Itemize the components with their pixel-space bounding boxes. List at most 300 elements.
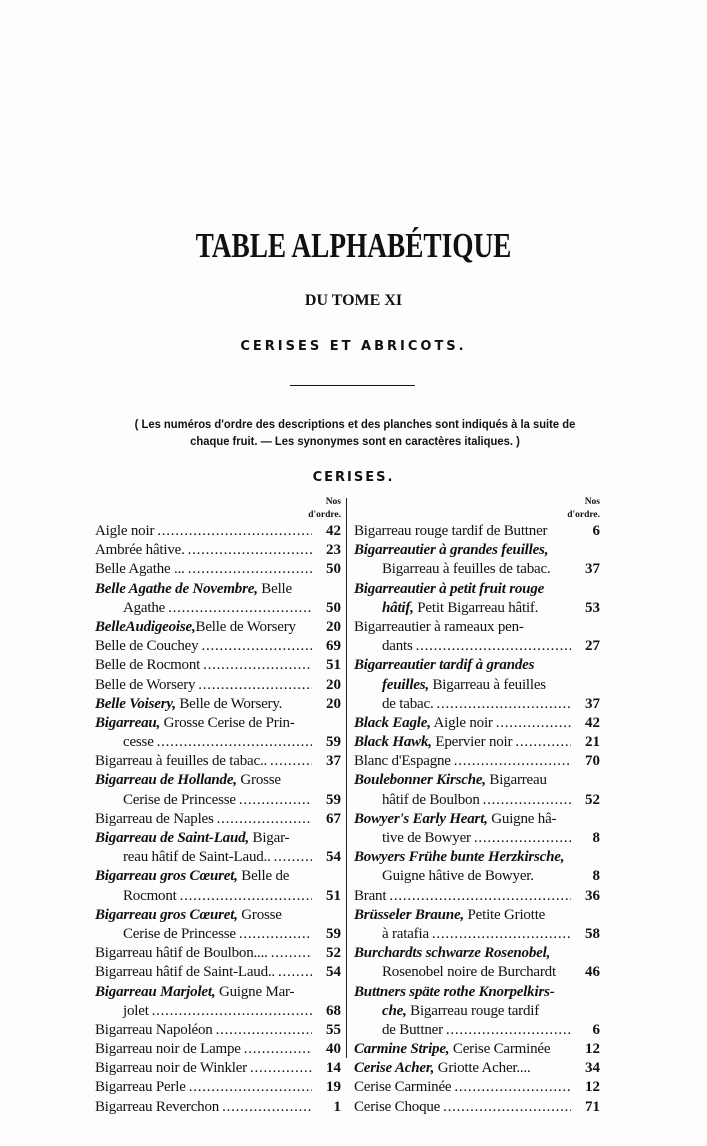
entry-text — [382, 829, 471, 848]
index-entry-line — [354, 695, 600, 714]
entry-text — [95, 656, 200, 675]
index-entry-line — [354, 963, 600, 982]
entry-name: Rocmont — [123, 887, 177, 904]
entry-text — [354, 714, 493, 733]
synonym-italic: Buttners späte rothe Knorpelkirs- — [354, 983, 555, 1000]
entry-text — [382, 560, 551, 579]
entry-name: Cerise de Princesse — [123, 791, 236, 808]
index-entry-line — [354, 676, 600, 695]
entry-name: Bigarreau Perle — [95, 1079, 186, 1096]
entry-name: Bigarreau rouge tardif — [406, 1002, 540, 1019]
order-number: 37 — [326, 753, 341, 770]
entry-text — [382, 599, 538, 618]
entry-text — [354, 733, 512, 752]
dot-leader — [157, 733, 312, 752]
order-number: 53 — [585, 599, 600, 616]
index-entry-line — [95, 1002, 341, 1021]
synonym-italic: Bigarreau de Hollande, — [95, 772, 237, 789]
index-entry-line — [95, 810, 341, 829]
entry-text — [123, 1002, 149, 1021]
index-entry-line — [354, 1040, 600, 1059]
order-number: 52 — [585, 791, 600, 808]
order-number: 51 — [326, 657, 341, 674]
entry-text — [354, 618, 524, 637]
entry-name: Bigarreau noir de Winkler — [95, 1060, 247, 1077]
dot-leader — [292, 580, 341, 599]
dot-leader — [534, 867, 574, 886]
dot-leader — [544, 580, 600, 599]
entry-text — [354, 1040, 550, 1059]
entry-text — [95, 560, 185, 579]
dot-leader — [239, 791, 312, 810]
order-number: 20 — [326, 695, 341, 712]
synonym-italic: Bowyers Frühe bunte Herzkirsche, — [354, 849, 565, 866]
dot-leader — [556, 963, 574, 982]
dot-leader — [446, 1021, 571, 1040]
dot-leader — [157, 522, 312, 541]
dot-leader — [524, 618, 600, 637]
index-entry-line — [95, 1021, 341, 1040]
entry-name: Grosse — [237, 906, 282, 923]
order-number: 59 — [326, 925, 341, 942]
entry-text — [95, 829, 289, 848]
entry-name: Petite Griotte — [463, 906, 546, 923]
dot-leader — [555, 983, 600, 1002]
entry-name: de Buttner — [382, 1021, 443, 1038]
dot-leader — [281, 771, 341, 790]
synonym-italic: Black Hawk, — [354, 734, 432, 751]
order-number: 12 — [585, 1041, 600, 1058]
entry-text — [354, 752, 451, 771]
dot-leader — [217, 810, 312, 829]
dot-leader — [389, 887, 571, 906]
index-entry-line — [95, 541, 341, 560]
dot-leader — [168, 599, 312, 618]
entry-name: Belle de Worsery — [195, 618, 296, 635]
index-entry-line — [354, 541, 600, 560]
index-entry-line — [354, 867, 600, 886]
section-heading: CERISES ET ABRICOTS. — [240, 339, 467, 354]
index-entry-line — [354, 599, 600, 618]
entry-name: Bigarreau — [485, 772, 547, 789]
entry-name: Aigle noir — [95, 523, 155, 539]
index-entry-line — [95, 925, 341, 944]
synonym-italic: Boulebonner Kirsche, — [354, 772, 486, 789]
index-entry-line — [95, 791, 341, 810]
column-header — [95, 496, 341, 522]
order-number: 71 — [585, 1098, 600, 1115]
index-entry-line — [95, 599, 341, 618]
entry-name: Bigarreautier à rameaux pen- — [354, 618, 524, 635]
index-entry-line — [95, 829, 341, 848]
synonym-italic: BelleAudigeoise, — [95, 618, 196, 635]
entry-text — [95, 906, 282, 925]
column-divider — [346, 498, 347, 1058]
entry-text — [382, 963, 556, 982]
dot-leader — [546, 676, 600, 695]
entry-text — [123, 925, 236, 944]
entry-name: Belle de Worsery — [95, 676, 196, 693]
index-entry-line — [354, 848, 600, 867]
index-entry-line — [354, 618, 600, 637]
synonym-italic: Bigarreautier tardif à grandes — [354, 657, 535, 674]
order-number: 54 — [326, 849, 341, 866]
entry-name: Belle Agathe ... — [95, 561, 185, 578]
index-entry-line — [354, 1098, 600, 1117]
synonym-italic: Bigarreautier à grandes feuilles, — [354, 542, 549, 559]
order-number: 52 — [326, 945, 341, 962]
dot-leader — [216, 1021, 312, 1040]
dot-leader — [531, 1059, 574, 1078]
order-number: 37 — [585, 561, 600, 578]
order-number: 70 — [585, 753, 600, 770]
entry-text — [95, 1021, 213, 1040]
dot-leader — [547, 771, 600, 790]
column-header-line2: d'ordre. — [308, 510, 341, 520]
entry-name: Bigarreau noir de Lampe — [95, 1041, 241, 1058]
entry-text — [354, 1098, 440, 1117]
index-entry-line — [354, 560, 600, 579]
entry-text — [354, 906, 545, 925]
editorial-note: ( Les numéros d'ordre des descriptions et des planches sont indiqués à la suite de chaque fruit. — Les synonymes sont en caractères italiques. ) — [134, 417, 576, 448]
synonym-italic: Bigarreau gros Cœuret, — [95, 868, 238, 885]
order-number: 6 — [592, 523, 600, 539]
entry-text — [382, 791, 480, 810]
dot-leader — [556, 810, 600, 829]
dot-leader — [239, 925, 312, 944]
dot-leader — [289, 829, 341, 848]
order-number: 1 — [333, 1098, 341, 1115]
entry-name: reau hâtif de Saint-Laud.. — [123, 849, 271, 866]
order-number: 14 — [326, 1060, 341, 1077]
order-number: 20 — [326, 676, 341, 693]
index-entry-line — [95, 580, 341, 599]
order-number: 20 — [326, 618, 341, 635]
index-column-right — [354, 496, 600, 1117]
entry-text — [123, 599, 165, 618]
entry-name: hâtif de Boulbon — [382, 791, 480, 808]
entry-name: Bigarreau Napoléon — [95, 1021, 213, 1038]
entry-text — [354, 541, 548, 560]
index-entry-line — [95, 656, 341, 675]
entry-name: cesse — [123, 734, 154, 751]
entry-text — [95, 676, 195, 695]
synonym-italic: Belle Agathe de Novembre, — [95, 580, 258, 597]
dot-leader — [282, 695, 315, 714]
entry-text — [95, 522, 154, 541]
entry-text — [382, 925, 429, 944]
dot-leader — [274, 848, 312, 867]
order-number: 37 — [585, 695, 600, 712]
entry-name: Petit Bigarreau hâtif. — [413, 599, 539, 616]
entry-text — [354, 887, 386, 906]
order-number: 8 — [592, 868, 600, 885]
entry-name: Bigar- — [248, 830, 290, 846]
entry-text — [382, 695, 434, 714]
index-entry-line — [95, 1078, 341, 1097]
dot-leader — [483, 791, 571, 810]
order-number: 21 — [585, 734, 600, 751]
dot-leader — [295, 714, 341, 733]
entry-text — [95, 944, 268, 963]
entry-name: Guigne hâtive de Bowyer. — [382, 868, 534, 885]
dot-leader — [270, 752, 312, 771]
entry-name: Belle de Couchey — [95, 638, 199, 655]
dot-leader — [244, 1040, 312, 1059]
index-entry-line — [95, 637, 341, 656]
entry-text — [123, 791, 236, 810]
dot-leader — [432, 925, 571, 944]
entry-text — [95, 695, 282, 714]
index-entry-line — [95, 522, 341, 541]
entry-text — [95, 1078, 186, 1097]
entry-text — [95, 963, 275, 982]
index-entry-line — [95, 867, 341, 886]
index-entry-line — [95, 983, 341, 1002]
index-entry-line — [354, 714, 600, 733]
dot-leader — [278, 963, 312, 982]
page-title: TABLE ALPHABÉTIQUE — [195, 226, 512, 265]
entry-name: dants — [382, 638, 413, 655]
entry-name: Agathe — [123, 599, 166, 616]
dot-leader — [222, 1098, 312, 1117]
volume-subtitle: DU TOME XI — [304, 292, 403, 309]
dot-leader — [547, 522, 574, 541]
entry-text — [354, 1059, 531, 1078]
entry-name: tive de Bowyer — [382, 830, 471, 846]
synonym-italic: Belle Voisery, — [95, 695, 176, 712]
entry-text — [123, 848, 271, 867]
order-number: 69 — [326, 638, 341, 655]
index-entry-line — [95, 676, 341, 695]
index-entry-line — [354, 656, 600, 675]
entry-text — [95, 714, 295, 733]
dot-leader — [545, 906, 600, 925]
order-number: 50 — [326, 599, 341, 616]
entry-text — [95, 752, 267, 771]
index-entry-line — [354, 829, 600, 848]
entry-name: de tabac. — [382, 695, 434, 712]
entry-list-right — [354, 522, 600, 1117]
entry-text — [382, 867, 534, 886]
order-number: 68 — [326, 1002, 341, 1019]
entry-name: Bigarreau Reverchon — [95, 1098, 220, 1115]
order-number: 59 — [326, 791, 341, 808]
column-header-line1: Nos — [325, 497, 341, 507]
index-entry-line — [95, 848, 341, 867]
entry-text — [354, 810, 556, 829]
synonym-italic: Bigarreau Marjolet, — [95, 983, 216, 1000]
entry-name: Belle de Rocmont — [95, 657, 201, 674]
dot-leader — [198, 676, 312, 695]
order-number: 23 — [326, 542, 341, 559]
entry-text — [382, 1021, 443, 1040]
entry-text — [95, 541, 185, 560]
dot-leader — [474, 829, 571, 848]
dot-leader — [201, 637, 312, 656]
dot-leader — [496, 714, 571, 733]
dot-leader — [443, 1098, 571, 1117]
order-number: 40 — [326, 1041, 341, 1058]
entry-name: Cerise Carminée — [449, 1041, 551, 1058]
index-entry-line — [95, 560, 341, 579]
dot-leader — [250, 1059, 312, 1078]
entry-name: Belle — [257, 580, 292, 597]
dot-leader — [180, 887, 312, 906]
entry-name: Bigarreau hâtif de Saint-Laud.. — [95, 964, 275, 981]
dot-leader — [437, 695, 572, 714]
entry-name: Cerise Choque — [354, 1098, 441, 1115]
entry-name: Bigarreau rouge tardif de Buttner — [354, 523, 548, 539]
order-number: 34 — [585, 1060, 600, 1077]
dot-leader — [188, 560, 312, 579]
dot-leader — [289, 867, 341, 886]
order-number: 36 — [585, 887, 600, 904]
entry-name: Blanc d'Espagne — [354, 753, 451, 770]
order-number: 55 — [326, 1021, 341, 1038]
index-entry-line — [354, 771, 600, 790]
entry-text — [354, 944, 550, 963]
order-number: 59 — [326, 734, 341, 751]
entry-text — [95, 580, 292, 599]
entry-name: à ratafia — [382, 925, 429, 942]
index-entry-line — [95, 1040, 341, 1059]
synonym-italic: hâtif, — [382, 599, 414, 616]
entry-text — [95, 1098, 219, 1117]
dot-leader — [296, 618, 315, 637]
index-entry-line — [354, 1002, 600, 1021]
entry-name: Aigle noir — [430, 714, 493, 731]
index-column-left — [95, 496, 341, 1117]
column-header-line2: d'ordre. — [567, 510, 600, 520]
column-header — [354, 496, 600, 522]
dot-leader — [550, 1040, 574, 1059]
dot-leader — [282, 906, 341, 925]
synonym-italic: Black Eagle, — [354, 714, 431, 731]
index-entry-line — [95, 1059, 341, 1078]
index-entry-line — [95, 618, 341, 637]
dot-leader — [454, 1078, 571, 1097]
entry-name: Guigne Mar- — [215, 983, 295, 1000]
synonym-italic: Bigarreau gros Cœuret, — [95, 906, 238, 923]
entry-text — [95, 771, 281, 790]
entry-name: Epervier noir — [431, 734, 513, 751]
dot-leader — [203, 656, 312, 675]
synonym-italic: Bowyer's Early Heart, — [354, 810, 488, 827]
entry-text — [95, 637, 198, 656]
entry-text — [123, 887, 177, 906]
index-entry-line — [354, 1078, 600, 1097]
entry-name: Bigarreau à feuilles — [428, 676, 546, 693]
synonym-italic: Carmine Stripe, — [354, 1041, 450, 1058]
index-entry-line — [95, 695, 341, 714]
dot-leader — [539, 1002, 600, 1021]
order-number: 58 — [585, 925, 600, 942]
entry-name: Grosse — [236, 772, 281, 789]
entry-text — [123, 733, 154, 752]
index-entry-line — [354, 810, 600, 829]
entry-name: Bigarreau à feuilles de tabac. — [382, 561, 551, 578]
index-entry-line — [354, 1059, 600, 1078]
entry-text — [95, 618, 296, 637]
order-number: 51 — [326, 887, 341, 904]
index-entry-line — [95, 944, 341, 963]
entry-name: Rosenobel noire de Burchardt — [382, 964, 556, 981]
order-number: 46 — [585, 964, 600, 981]
order-number: 67 — [326, 810, 341, 827]
index-entry-line — [95, 887, 341, 906]
dot-leader — [189, 1078, 312, 1097]
entry-name: Bigarreau de Naples — [95, 810, 214, 827]
synonym-italic: Brüsseler Braune, — [354, 906, 464, 923]
dot-leader — [550, 944, 600, 963]
entry-list-left — [95, 522, 341, 1117]
divider-rule — [290, 385, 415, 386]
index-entry-line — [354, 637, 600, 656]
entry-text — [382, 676, 546, 695]
dot-leader — [454, 752, 571, 771]
order-number: 54 — [326, 964, 341, 981]
order-number: 8 — [592, 830, 600, 846]
order-number: 19 — [326, 1079, 341, 1096]
order-number: 42 — [585, 714, 600, 731]
index-entry-line — [95, 733, 341, 752]
dot-leader — [515, 733, 571, 752]
entry-text — [382, 637, 413, 656]
entry-name: jolet — [123, 1002, 149, 1019]
entry-text — [382, 1002, 539, 1021]
entry-name: Grosse Cerise de Prin- — [160, 714, 295, 731]
index-entry-line — [354, 944, 600, 963]
entry-text — [95, 867, 289, 886]
entry-text — [354, 522, 547, 541]
index-entry-line — [354, 791, 600, 810]
index-entry-line — [95, 752, 341, 771]
dot-leader — [416, 637, 571, 656]
index-entry-line — [354, 906, 600, 925]
entry-name: Belle de — [237, 868, 290, 885]
entry-text — [354, 983, 555, 1002]
dot-leader — [534, 656, 600, 675]
dot-leader — [564, 848, 600, 867]
entry-name: Ambrée hâtive. — [95, 542, 185, 559]
order-number: 50 — [326, 561, 341, 578]
order-number: 6 — [592, 1021, 600, 1038]
dot-leader — [551, 560, 575, 579]
entry-text — [95, 1040, 241, 1059]
entry-name: Griotte Acher.... — [434, 1060, 531, 1077]
index-entry-line — [354, 887, 600, 906]
index-entry-line — [354, 752, 600, 771]
dot-leader — [548, 541, 600, 560]
dot-leader — [538, 599, 574, 618]
index-entry-line — [354, 925, 600, 944]
order-number: 27 — [585, 638, 600, 655]
dot-leader — [294, 983, 341, 1002]
column-header-line1: Nos — [584, 497, 600, 507]
synonym-italic: che, — [382, 1002, 407, 1019]
index-entry-line — [95, 906, 341, 925]
order-number: 42 — [326, 523, 341, 539]
entry-name: Guigne hâ- — [487, 810, 557, 827]
index-entry-line — [95, 714, 341, 733]
entry-text — [354, 656, 534, 675]
entry-name: Bigarreau à feuilles de tabac.. — [95, 753, 268, 770]
index-entry-line — [354, 580, 600, 599]
entry-text — [95, 983, 294, 1002]
synonym-italic: Burchardts schwarze Rosenobel, — [354, 945, 551, 962]
index-entry-line — [95, 1098, 341, 1117]
